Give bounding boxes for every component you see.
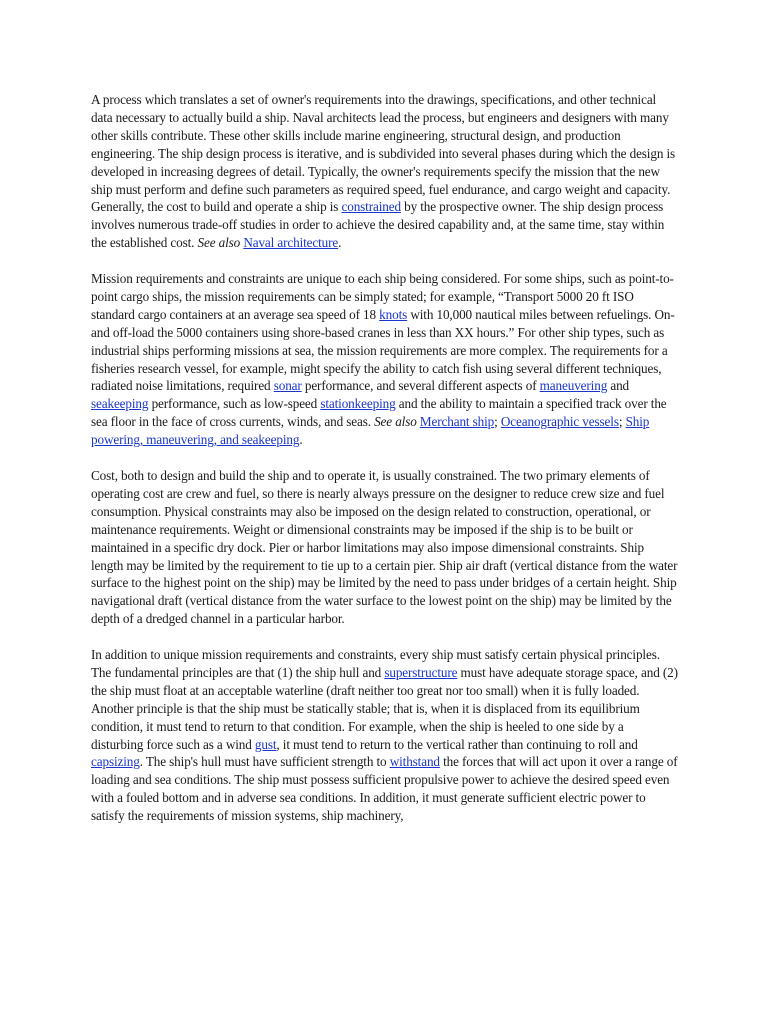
text: and: [607, 378, 630, 394]
text: must have adequate storage space, and (2) the ship must float at an acceptable waterline (draft neither too great nor too small) when it is fully loaded. Another principle is that the ship must be statically stable; that is, when it is displaced from its equilibrium condition, it must tend to return to that condition. For example, when the ship is heeled to one side by a disturbing force such as a wind: [91, 664, 678, 752]
link-stationkeeping[interactable]: stationkeeping: [320, 396, 396, 412]
link-seakeeping[interactable]: seakeeping: [91, 396, 149, 412]
text: and the ability to maintain a specified track over the sea floor in the face of cross currents, winds, and seas.: [91, 396, 667, 430]
text: Cost, both to design and build the ship and to operate it, is usually constrained. The two primary elements of operating cost are crew and fuel, so there is nearly always pressure on the designer to reduce crew size and fuel consumption. Physical constraints may also be imposed on the design related to construction, operational, or maintenance requirements. Weight or dimensional constraints may be imposed if the ship is to be built or maintained in a specific dry dock. Pier or harbor limitations may also impose dimensional constraints. Ship length may be limited by the requirement to tie up to a certain pier. Ship air draft (vertical distance from the water surface to the highest point on the ship) may be limited by the need to pass under bridges of a certain height. Ship navigational draft (vertical distance from the water surface to the lowest point on the ship) may be limited by the depth of a dredged channel in a particular harbor.: [91, 468, 678, 627]
text: with 10,000 nautical miles between refuelings. On- and off-load the 5000 containers using shore-based cranes in less than XX hours.” For other ship types, such as industrial ships performing missions at sea, the mission requirements are more complex. The requirements for a fisheries research vessel, for example, might specify the ability to catch fish using several different techniques, radiated noise limitations, required: [91, 306, 675, 394]
text: Mission requirements and constraints are unique to each ship being considered. For some ships, such as point-to-point cargo ships, the mission requirements can be simply stated; for example, “Transport 5000 20 ft ISO standard cargo containers at an average sea speed of 18: [91, 271, 674, 322]
text: In addition to unique mission requirements and constraints, every ship must satisfy certain physical principles. The fundamental principles are that (1) the ship hull and: [91, 647, 660, 680]
link-naval-architecture[interactable]: Naval architecture: [243, 235, 339, 251]
paragraph-ship-design-process: [91, 91, 679, 252]
text: performance, and several different aspects of: [301, 378, 540, 394]
separator: ;: [494, 414, 501, 430]
text: . The ship's hull must have sufficient strength to: [139, 754, 390, 770]
paragraph-mission-requirements: [91, 270, 679, 449]
link-gust[interactable]: gust: [254, 736, 277, 752]
text: .: [338, 235, 342, 251]
article-body: [91, 91, 679, 843]
link-constrained[interactable]: constrained: [341, 199, 401, 215]
text: A process which translates a set of owner's requirements into the drawings, specifications, and other technical data necessary to actually build a ship. Naval architects lead the process, but engineers and designers with many other skills contribute. These other skills include marine engineering, structural design, and production engineering. The ship design process is iterative, and is subdivided into several phases during which the design is developed in increasing degrees of detail. Typically, the owner's requirements specify the mission that the new ship must perform and define such parameters as required speed, fuel endurance, and cargo weight and capacity. Generally, the cost to build and operate a ship is: [91, 92, 676, 215]
link-maneuvering[interactable]: maneuvering: [539, 378, 608, 394]
text: performance, such as low-speed: [148, 396, 321, 412]
paragraph-cost-constraints: [91, 467, 679, 628]
link-knots[interactable]: knots: [379, 306, 408, 322]
text: by the prospective owner. The ship design process involves numerous trade-off studies in order to achieve the desired capability and, at the same time, stay within the established cost.: [91, 199, 665, 251]
link-superstructure[interactable]: superstructure: [384, 664, 458, 680]
link-ship-powering[interactable]: Ship powering, maneuvering, and seakeeping: [91, 414, 650, 448]
paragraph-physical-principles: [91, 646, 679, 825]
separator: ;: [618, 414, 626, 430]
link-merchant-ship[interactable]: Merchant ship: [419, 414, 495, 430]
see-also-label: See also: [374, 414, 417, 430]
link-oceanographic-vessels[interactable]: Oceanographic vessels: [500, 414, 619, 430]
text: , it must tend to return to the vertical rather than continuing to roll and: [276, 736, 638, 752]
link-withstand[interactable]: withstand: [389, 754, 440, 770]
link-sonar[interactable]: sonar: [273, 378, 302, 394]
see-also-label: See also: [197, 235, 241, 251]
link-capsizing[interactable]: capsizing: [91, 754, 140, 770]
text: the forces that will act upon it over a range of loading and sea conditions. The ship must possess sufficient propulsive power to achieve the desired speed even with a fouled bottom and in adverse sea conditions. In addition, it must generate sufficient electric power to satisfy the requirements of mission systems, ship machinery,: [91, 754, 678, 824]
text: .: [299, 432, 303, 448]
